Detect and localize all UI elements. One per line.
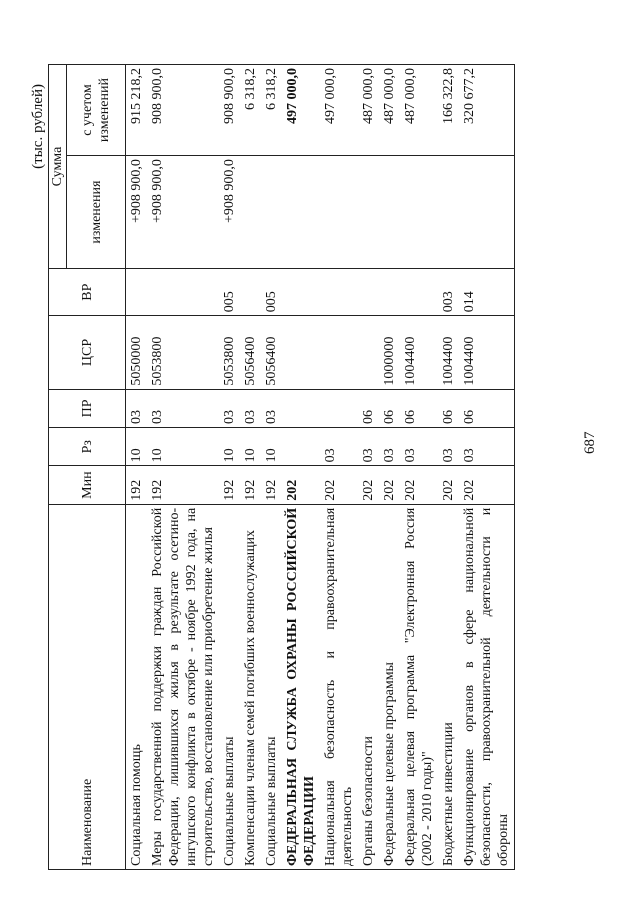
row-name: Меры государственной поддержки граждан Российской Федерации, лишившихся жилья в результате осетино-ингушского конфликта в октябре - ноябре 1992 года, на строительство, восстановление или приобретение жилья	[147, 504, 219, 869]
row-name: Функционирование органов в сфере национальной безопасности, правоохранительной деятельности и обороны	[459, 504, 515, 869]
row-vr-code: 005	[261, 269, 282, 316]
row-vr-code	[126, 269, 148, 316]
row-min-code: 192	[147, 466, 219, 504]
row-vr-code	[379, 269, 400, 316]
table-row	[438, 65, 459, 870]
page-number: 687	[582, 431, 598, 454]
row-vr-code	[358, 269, 379, 316]
row-rz-code: 03	[459, 428, 515, 466]
row-changes-value	[400, 156, 438, 269]
row-total-value: 487 000,0	[400, 65, 438, 156]
table-row	[459, 65, 515, 870]
row-name: Социальные выплаты	[261, 504, 282, 869]
row-changes-value	[358, 156, 379, 269]
row-min-code: 202	[358, 466, 379, 504]
row-min-code: 202	[320, 466, 358, 504]
row-total-value: 6 318,2	[240, 65, 261, 156]
header-rz: Рз	[49, 428, 126, 466]
row-csr-code: 5056400	[261, 316, 282, 389]
row-csr-code	[282, 316, 320, 389]
row-name: Компенсации членам семей погибших военнослужащих	[240, 504, 261, 869]
row-rz-code: 03	[438, 428, 459, 466]
row-pr-code	[282, 389, 320, 427]
table-row	[379, 65, 400, 870]
row-min-code: 202	[438, 466, 459, 504]
table-row	[358, 65, 379, 870]
table-row	[282, 65, 320, 870]
row-total-value: 908 900,0	[219, 65, 240, 156]
row-pr-code: 03	[126, 389, 148, 427]
row-csr-code	[320, 316, 358, 389]
table-row	[126, 65, 148, 870]
row-min-code: 202	[459, 466, 515, 504]
row-total-value: 487 000,0	[379, 65, 400, 156]
row-vr-code	[282, 269, 320, 316]
row-vr-code	[400, 269, 438, 316]
row-name: Социальные выплаты	[219, 504, 240, 869]
header-pr: ПР	[49, 389, 126, 427]
row-rz-code: 10	[261, 428, 282, 466]
row-rz-code: 03	[379, 428, 400, 466]
units-note: (тыс. рублей)	[30, 84, 46, 169]
row-rz-code: 10	[126, 428, 148, 466]
row-total-value: 915 218,2	[126, 65, 148, 156]
row-csr-code: 1004400	[459, 316, 515, 389]
row-total-value: 487 000,0	[358, 65, 379, 156]
row-min-code: 202	[379, 466, 400, 504]
header-vr: ВР	[49, 269, 126, 316]
row-pr-code: 03	[219, 389, 240, 427]
header-name: Наименование	[49, 504, 126, 869]
row-csr-code: 5053800	[147, 316, 219, 389]
row-rz-code: 10	[219, 428, 240, 466]
row-csr-code	[358, 316, 379, 389]
row-changes-value	[240, 156, 261, 269]
row-pr-code: 06	[438, 389, 459, 427]
row-rz-code	[282, 428, 320, 466]
table-header	[49, 65, 126, 870]
row-vr-code	[240, 269, 261, 316]
budget-table	[48, 64, 515, 870]
table-row	[320, 65, 358, 870]
row-name: Федеральные целевые программы	[379, 504, 400, 869]
row-pr-code: 03	[240, 389, 261, 427]
row-csr-code: 5056400	[240, 316, 261, 389]
row-pr-code: 06	[358, 389, 379, 427]
header-min: Мин	[49, 466, 126, 504]
row-name: Национальная безопасность и правоохранительная деятельность	[320, 504, 358, 869]
row-pr-code	[320, 389, 358, 427]
header-changes: изменения	[67, 156, 126, 269]
row-vr-code: 005	[219, 269, 240, 316]
row-rz-code: 03	[358, 428, 379, 466]
row-total-value: 320 677,2	[459, 65, 515, 156]
row-min-code: 192	[219, 466, 240, 504]
row-min-code: 192	[261, 466, 282, 504]
row-rz-code: 10	[240, 428, 261, 466]
row-vr-code	[147, 269, 219, 316]
row-vr-code	[320, 269, 358, 316]
row-changes-value	[320, 156, 358, 269]
table-row	[219, 65, 240, 870]
row-csr-code: 1004400	[400, 316, 438, 389]
row-name: Бюджетные инвестиции	[438, 504, 459, 869]
row-name: Федеральная целевая программа "Электронная Россия (2002 - 2010 годы)"	[400, 504, 438, 869]
row-changes-value: +908 900,0	[126, 156, 148, 269]
row-pr-code: 06	[459, 389, 515, 427]
row-total-value: 6 318,2	[261, 65, 282, 156]
row-changes-value	[459, 156, 515, 269]
row-changes-value	[282, 156, 320, 269]
row-pr-code: 03	[147, 389, 219, 427]
row-name: ФЕДЕРАЛЬНАЯ СЛУЖБА ОХРАНЫ РОССИЙСКОЙ ФЕДЕРАЦИИ	[282, 504, 320, 869]
row-csr-code: 5053800	[219, 316, 240, 389]
row-changes-value: +908 900,0	[147, 156, 219, 269]
row-pr-code: 06	[400, 389, 438, 427]
row-min-code: 202	[282, 466, 320, 504]
row-min-code: 202	[400, 466, 438, 504]
row-min-code: 192	[240, 466, 261, 504]
row-csr-code: 5050000	[126, 316, 148, 389]
row-vr-code: 014	[459, 269, 515, 316]
row-name: Органы безопасности	[358, 504, 379, 869]
table-row	[400, 65, 438, 870]
table-row	[147, 65, 219, 870]
row-changes-value	[379, 156, 400, 269]
header-sum: Сумма	[49, 65, 67, 269]
row-changes-value: +908 900,0	[219, 156, 240, 269]
row-csr-code: 1000000	[379, 316, 400, 389]
row-pr-code: 06	[379, 389, 400, 427]
row-pr-code: 03	[261, 389, 282, 427]
table-row	[240, 65, 261, 870]
row-total-value: 166 322,8	[438, 65, 459, 156]
row-rz-code: 10	[147, 428, 219, 466]
table-body	[126, 65, 515, 870]
row-changes-value	[438, 156, 459, 269]
table-row	[261, 65, 282, 870]
row-name: Социальная помощь	[126, 504, 148, 869]
header-csr: ЦСР	[49, 316, 126, 389]
row-min-code: 192	[126, 466, 148, 504]
row-total-value: 497 000,0	[282, 65, 320, 156]
row-changes-value	[261, 156, 282, 269]
row-rz-code: 03	[400, 428, 438, 466]
row-rz-code: 03	[320, 428, 358, 466]
row-total-value: 908 900,0	[147, 65, 219, 156]
row-csr-code: 1004400	[438, 316, 459, 389]
header-with-changes: с учетом изменений	[67, 65, 126, 156]
row-vr-code: 003	[438, 269, 459, 316]
row-total-value: 497 000,0	[320, 65, 358, 156]
